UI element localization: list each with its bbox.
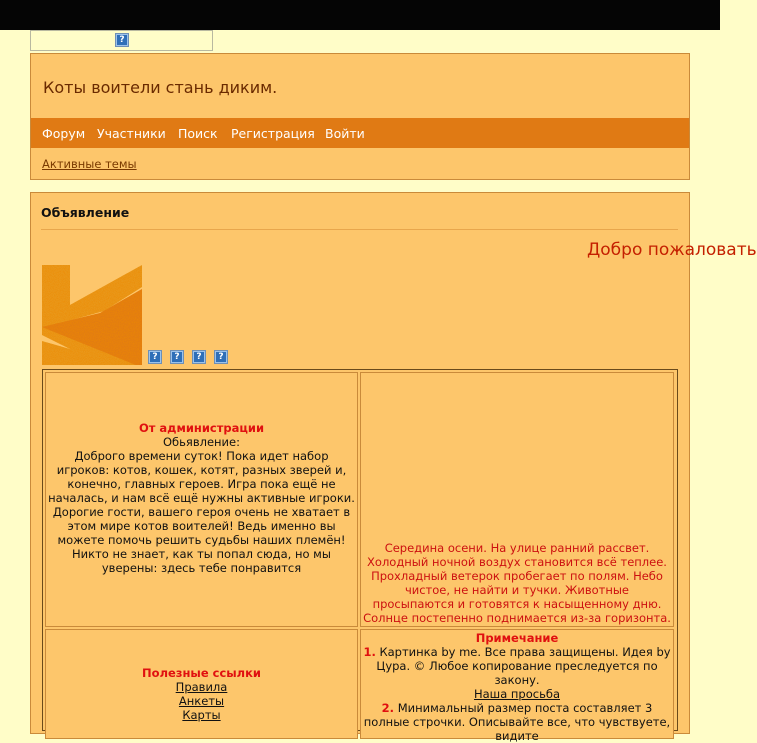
admin-heading: От администрации: [138, 421, 265, 435]
note-text-2: Минимальный размер поста составляет 3 полные строчки. Описывайте все, что чувствуете, видите: [363, 701, 671, 743]
nav-login[interactable]: Войти: [325, 126, 365, 141]
divider: [41, 229, 678, 230]
profiles-link[interactable]: Анкеты: [178, 694, 225, 708]
note-text-1: Картинка by me. Все права защищены. Идея by Цура. © Любое копирование преследуется по закону.: [376, 645, 671, 687]
help-icon[interactable]: ?: [170, 350, 184, 364]
announcement-panel: [30, 192, 757, 743]
note-item-2: [363, 701, 671, 743]
help-icon[interactable]: ?: [115, 33, 129, 47]
forum-header: [30, 53, 690, 180]
nav-search[interactable]: Поиск: [178, 126, 218, 141]
admin-cell: [45, 372, 358, 627]
maps-link[interactable]: Карты: [182, 708, 221, 722]
links-cell: [45, 629, 358, 739]
note-cell: [360, 629, 674, 743]
nav-members[interactable]: Участники: [97, 126, 166, 141]
request-link[interactable]: Наша просьба: [473, 687, 560, 701]
announcement-title: Объявление: [41, 205, 130, 220]
admin-subheading: Обьявление:: [163, 435, 240, 449]
rules-link[interactable]: Правила: [175, 680, 228, 694]
season-cell: [360, 372, 674, 627]
site-title: Коты воители стань диким.: [43, 78, 278, 97]
marquee: [41, 239, 757, 263]
links-heading: Полезные ссылки: [142, 666, 261, 680]
season-text: Середина осени. На улице ранний рассвет. Холодный ночной воздух становится всё теплее. Прохладный ветерок пробегает по полям. Небо чистое, не найти и тучки. Животные просыпаются и готовятся к насыщенному дню. Солнце постепенно поднимается из-за горизонта.: [363, 541, 671, 625]
user-box[interactable]: [30, 30, 213, 51]
info-table: [42, 369, 678, 743]
admin-text-2: Никто не знает, как ты попал сюда, но мы уверены: здесь тебе понравится: [72, 547, 331, 575]
note-number-1: 1.: [363, 645, 376, 659]
active-topics-link[interactable]: Активные темы: [42, 157, 137, 171]
marquee-text: Добро пожаловать: [587, 240, 757, 260]
icon-row: [148, 348, 236, 364]
forum-logo: [42, 265, 142, 365]
nav-register[interactable]: Регистрация: [231, 126, 315, 141]
top-bar: [0, 0, 720, 30]
admin-text: Доброго времени суток! Пока идет набор игроков: котов, кошек, котят, разных зверей и, конечно, главных героев. Игра пока ещё не началась, и нам всё ещё нужны активные игроки. Дорогие гости, вашего героя очень не хватает в этом мире котов воителей! Ведь именно вы можете помочь решить судьбы наших племён!: [48, 449, 355, 547]
note-item-1: [363, 645, 671, 687]
note-number-2: 2.: [381, 701, 395, 715]
nav-bar: [31, 118, 689, 148]
note-heading: Примечание: [475, 631, 559, 645]
nav-forum[interactable]: Форум: [42, 126, 86, 141]
help-icon[interactable]: ?: [148, 350, 162, 364]
help-icon[interactable]: ?: [214, 350, 228, 364]
help-icon[interactable]: ?: [192, 350, 206, 364]
